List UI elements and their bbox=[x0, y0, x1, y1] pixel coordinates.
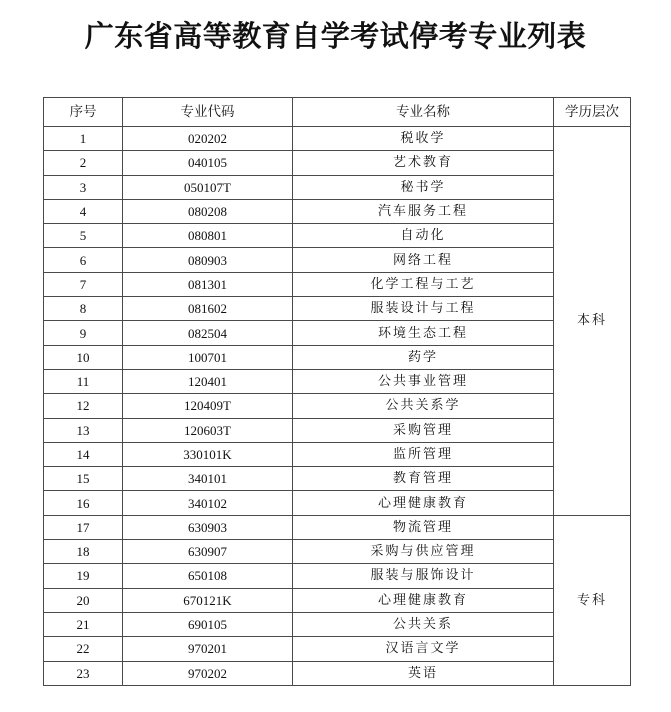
code-cell: 100701 bbox=[123, 345, 293, 369]
table-row bbox=[44, 540, 631, 564]
name-cell: 公共事业管理 bbox=[293, 369, 554, 393]
name-cell: 汽车服务工程 bbox=[293, 199, 554, 223]
code-cell: 081602 bbox=[123, 297, 293, 321]
seq-cell: 21 bbox=[44, 612, 123, 636]
name-cell: 采购管理 bbox=[293, 418, 554, 442]
name-cell: 服装设计与工程 bbox=[293, 297, 554, 321]
table-body bbox=[44, 127, 631, 686]
table-row bbox=[44, 612, 631, 636]
table-row bbox=[44, 321, 631, 345]
seq-cell: 5 bbox=[44, 224, 123, 248]
major-table bbox=[43, 97, 631, 686]
name-cell: 公共关系学 bbox=[293, 394, 554, 418]
table-row bbox=[44, 394, 631, 418]
name-cell: 化学工程与工艺 bbox=[293, 272, 554, 296]
code-cell: 340102 bbox=[123, 491, 293, 515]
seq-cell: 15 bbox=[44, 467, 123, 491]
code-cell: 082504 bbox=[123, 321, 293, 345]
code-cell: 080208 bbox=[123, 199, 293, 223]
table-row bbox=[44, 199, 631, 223]
table-row bbox=[44, 637, 631, 661]
code-cell: 080801 bbox=[123, 224, 293, 248]
table-row bbox=[44, 248, 631, 272]
seq-cell: 16 bbox=[44, 491, 123, 515]
page-title: 广东省高等教育自学考试停考专业列表 bbox=[84, 19, 587, 53]
table-row bbox=[44, 491, 631, 515]
name-cell: 监所管理 bbox=[293, 442, 554, 466]
table-row bbox=[44, 467, 631, 491]
table-row bbox=[44, 588, 631, 612]
seq-cell: 7 bbox=[44, 272, 123, 296]
header-seq: 序号 bbox=[44, 98, 123, 127]
seq-cell: 8 bbox=[44, 297, 123, 321]
table-row bbox=[44, 515, 631, 539]
name-cell: 公共关系 bbox=[293, 612, 554, 636]
seq-cell: 2 bbox=[44, 151, 123, 175]
name-cell: 自动化 bbox=[293, 224, 554, 248]
name-cell: 心理健康教育 bbox=[293, 588, 554, 612]
table-row bbox=[44, 345, 631, 369]
name-cell: 艺术教育 bbox=[293, 151, 554, 175]
code-cell: 080903 bbox=[123, 248, 293, 272]
code-cell: 670121K bbox=[123, 588, 293, 612]
seq-cell: 22 bbox=[44, 637, 123, 661]
name-cell: 采购与供应管理 bbox=[293, 540, 554, 564]
code-cell: 630907 bbox=[123, 540, 293, 564]
code-cell: 690105 bbox=[123, 612, 293, 636]
code-cell: 650108 bbox=[123, 564, 293, 588]
seq-cell: 10 bbox=[44, 345, 123, 369]
seq-cell: 9 bbox=[44, 321, 123, 345]
table-row bbox=[44, 564, 631, 588]
level-cell: 专科 bbox=[554, 515, 631, 685]
name-cell: 税收学 bbox=[293, 127, 554, 151]
level-cell: 本科 bbox=[554, 127, 631, 516]
table-row bbox=[44, 224, 631, 248]
name-cell: 物流管理 bbox=[293, 515, 554, 539]
code-cell: 120401 bbox=[123, 369, 293, 393]
header-level: 学历层次 bbox=[554, 98, 631, 127]
seq-cell: 17 bbox=[44, 515, 123, 539]
code-cell: 050107T bbox=[123, 175, 293, 199]
seq-cell: 1 bbox=[44, 127, 123, 151]
code-cell: 040105 bbox=[123, 151, 293, 175]
table-row bbox=[44, 297, 631, 321]
table-row bbox=[44, 418, 631, 442]
code-cell: 120409T bbox=[123, 394, 293, 418]
table-row bbox=[44, 369, 631, 393]
name-cell: 汉语言文学 bbox=[293, 637, 554, 661]
table-row bbox=[44, 127, 631, 151]
code-cell: 120603T bbox=[123, 418, 293, 442]
name-cell: 心理健康教育 bbox=[293, 491, 554, 515]
seq-cell: 4 bbox=[44, 199, 123, 223]
code-cell: 340101 bbox=[123, 467, 293, 491]
table-row bbox=[44, 175, 631, 199]
name-cell: 环境生态工程 bbox=[293, 321, 554, 345]
name-cell: 教育管理 bbox=[293, 467, 554, 491]
seq-cell: 6 bbox=[44, 248, 123, 272]
table-header-row bbox=[44, 98, 631, 127]
name-cell: 药学 bbox=[293, 345, 554, 369]
seq-cell: 20 bbox=[44, 588, 123, 612]
header-code: 专业代码 bbox=[123, 98, 293, 127]
seq-cell: 12 bbox=[44, 394, 123, 418]
name-cell: 英语 bbox=[293, 661, 554, 685]
seq-cell: 11 bbox=[44, 369, 123, 393]
code-cell: 630903 bbox=[123, 515, 293, 539]
header-name: 专业名称 bbox=[293, 98, 554, 127]
seq-cell: 19 bbox=[44, 564, 123, 588]
seq-cell: 18 bbox=[44, 540, 123, 564]
name-cell: 秘书学 bbox=[293, 175, 554, 199]
seq-cell: 13 bbox=[44, 418, 123, 442]
table-row bbox=[44, 661, 631, 685]
name-cell: 服装与服饰设计 bbox=[293, 564, 554, 588]
seq-cell: 23 bbox=[44, 661, 123, 685]
table-row bbox=[44, 442, 631, 466]
code-cell: 081301 bbox=[123, 272, 293, 296]
code-cell: 970202 bbox=[123, 661, 293, 685]
table-row bbox=[44, 272, 631, 296]
seq-cell: 14 bbox=[44, 442, 123, 466]
code-cell: 330101K bbox=[123, 442, 293, 466]
seq-cell: 3 bbox=[44, 175, 123, 199]
name-cell: 网络工程 bbox=[293, 248, 554, 272]
table-row bbox=[44, 151, 631, 175]
code-cell: 970201 bbox=[123, 637, 293, 661]
code-cell: 020202 bbox=[123, 127, 293, 151]
